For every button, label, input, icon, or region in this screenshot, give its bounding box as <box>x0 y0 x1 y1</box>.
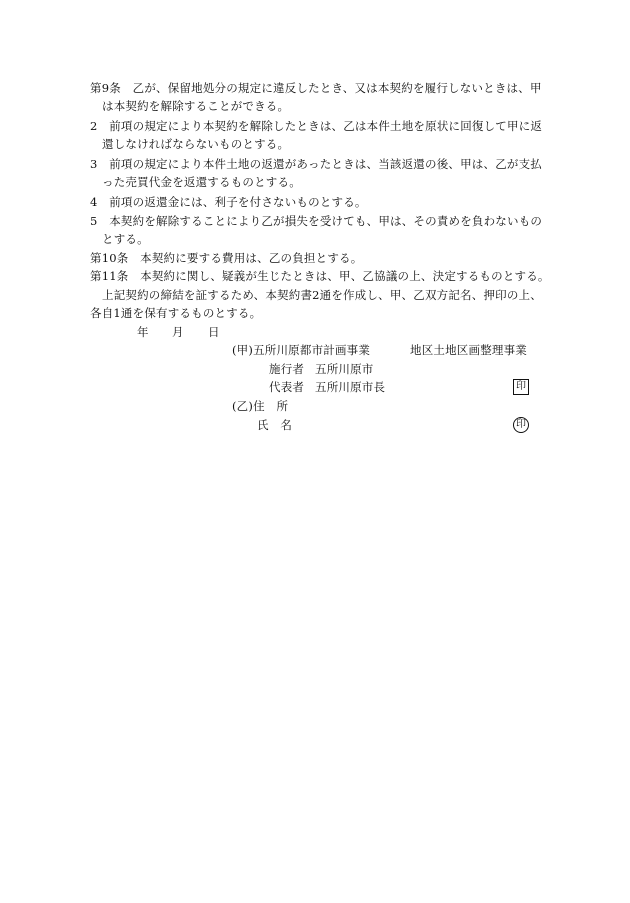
party-a-project: 地区土地区画整理事業 <box>410 343 527 357</box>
item-2-line-2: 還しなければならないものとする。 <box>102 137 290 151</box>
party-b-address-label: (乙)住 所 <box>232 399 289 413</box>
party-a-label: (甲)五所川原都市計画事業 <box>232 343 371 357</box>
item-3-line-2: った売買代金を返還するものとする。 <box>102 175 301 189</box>
article-9-line-1: 第9条 乙が、保留地処分の規定に違反したとき、又は本契約を履行しないときは、甲 <box>90 81 542 95</box>
closing-line-1: 上記契約の締結を証するため、本契約書2通を作成し、甲、乙双方記名、押印の上、 <box>102 288 542 302</box>
party-a-seal-square: 印 <box>513 379 529 395</box>
date-day: 日 <box>208 325 220 339</box>
executor-label: 施行者 <box>269 362 305 376</box>
party-b-seal-circle: 印 <box>513 417 529 433</box>
representative-label: 代表者 <box>269 380 305 394</box>
article-11: 第11条 本契約に関し、疑義が生じたときは、甲、乙協議の上、決定するものとする。 <box>90 269 550 283</box>
date-month: 月 <box>172 325 184 339</box>
party-b-name-label: 氏 名 <box>257 418 293 432</box>
article-9-line-2: は本契約を解除することができる。 <box>102 99 290 113</box>
article-10: 第10条 本契約に要する費用は、乙の負担とする。 <box>90 251 363 265</box>
item-2-line-1: 2 前項の規定により本契約を解除したときは、乙は本件土地を原状に回復して甲に返 <box>90 119 543 133</box>
representative-value: 五所川原市長 <box>315 380 386 394</box>
item-4: 4 前項の返還金には、利子を付さないものとする。 <box>90 195 367 209</box>
item-5-line-2: とする。 <box>102 232 149 246</box>
item-5-line-1: 5 本契約を解除することにより乙が損失を受けても、甲は、その責めを負わないもの <box>90 214 543 228</box>
item-3-line-1: 3 前項の規定により本件土地の返還があったときは、当該返還の後、甲は、乙が支払 <box>90 157 542 171</box>
executor-value: 五所川原市 <box>315 362 374 376</box>
closing-line-2: 各自1通を保有するものとする。 <box>90 306 262 320</box>
date-year: 年 <box>137 325 149 339</box>
